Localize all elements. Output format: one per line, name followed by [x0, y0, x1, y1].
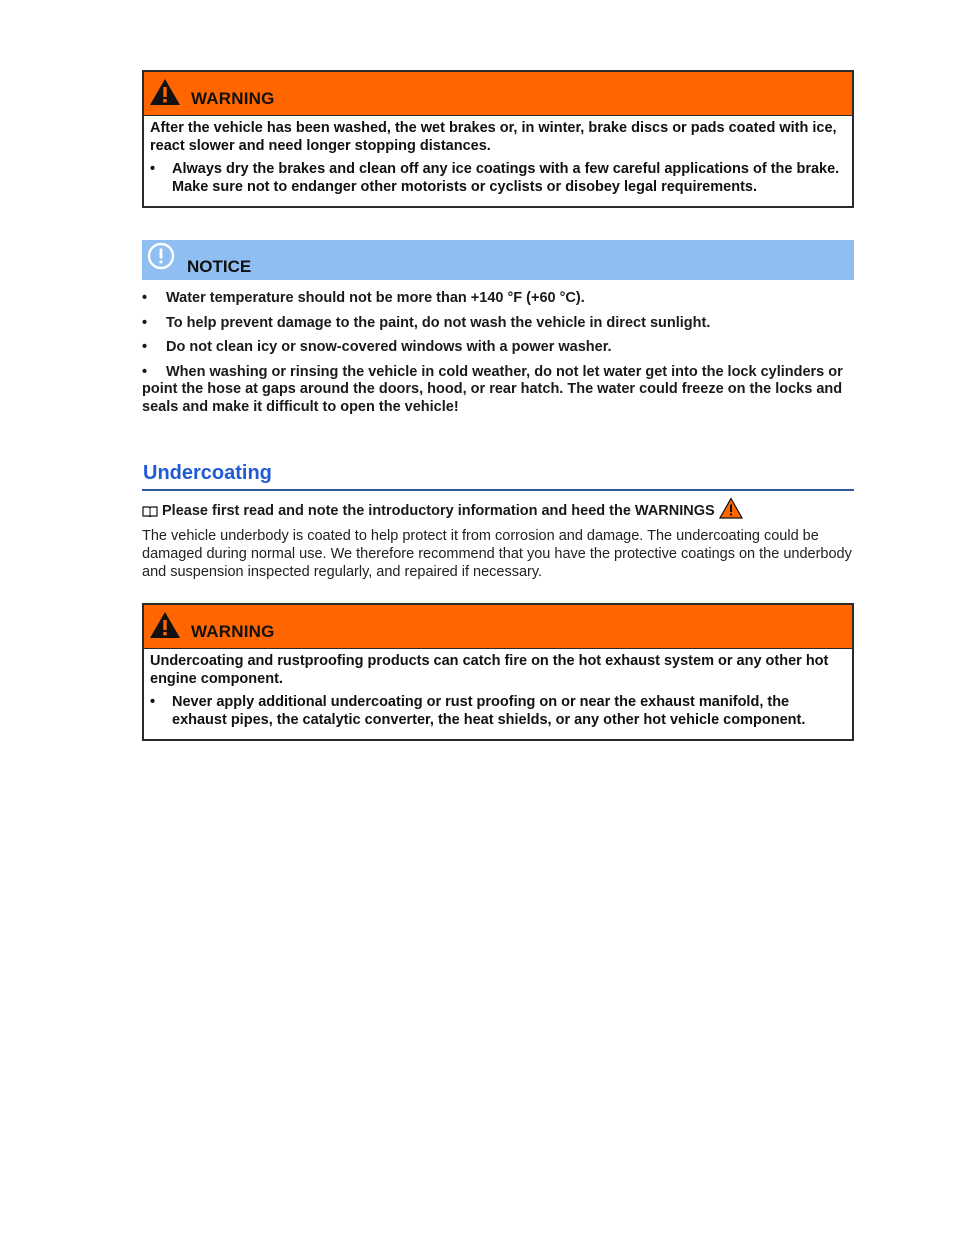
warning-body	[144, 649, 852, 739]
intro-line	[142, 503, 854, 519]
manual-page	[142, 70, 854, 741]
warning-triangle-icon	[149, 78, 181, 106]
warning-text: Undercoating and rustproofing products can catch fire on the hot exhaust system or any other hot engine component.	[150, 653, 829, 687]
bullet-icon: •	[150, 694, 156, 710]
list-item: • When washing or rinsing the vehicle in cold weather, do not let water get into the lock cylinders or point the hose at gaps around the doors, hood, or rear hatch. The water could freeze on the locks and seals and make it difficult to open the vehicle!	[142, 363, 843, 415]
warning-box-undercoating	[142, 603, 854, 741]
notice-title: NOTICE	[187, 257, 252, 276]
warning-bullet	[150, 694, 846, 729]
notice-list	[142, 290, 854, 416]
exclamation-circle-icon	[147, 242, 175, 270]
bullet-icon: •	[150, 161, 156, 177]
bullet-icon: •	[142, 290, 148, 306]
bullet-icon: •	[142, 314, 148, 331]
section-heading: Undercoating	[142, 462, 854, 491]
bullet-icon: •	[142, 339, 148, 355]
warning-text: After the vehicle has been washed, the wet brakes or, in winter, brake discs or pads coated with ice, react slower and need longer stopping distances.	[150, 120, 837, 154]
warning-header	[144, 72, 852, 116]
warning-header	[144, 605, 852, 649]
list-item: • Water temperature should not be more than +140 °F (+60 °C).	[142, 290, 585, 306]
list-item: • Do not clean icy or snow-covered windows with a power washer.	[142, 339, 612, 355]
warning-title: WARNING	[191, 621, 275, 641]
warning-triangle-icon	[719, 497, 743, 519]
notice-header	[142, 240, 854, 280]
list-item: • To help prevent damage to the paint, do not wash the vehicle in direct sunlight.	[142, 314, 711, 331]
intro-text: Please first read and note the introductory information and heed the WARNINGS	[162, 503, 715, 519]
warning-bullet-text: Always dry the brakes and clean off any ice coatings with a few careful applications of the brake. Make sure not to endanger other motorists or cyclists or disobey legal requirements.	[172, 161, 840, 195]
warning-title: WARNING	[191, 88, 275, 108]
warning-box-brakes	[142, 70, 854, 208]
section-paragraph: The vehicle underbody is coated to help protect it from corrosion and damage. The undercoating could be damaged during normal use. We therefore recommend that you have the protective coatings on the underbody and suspension inspected regularly, and repaired if necessary.	[142, 528, 852, 580]
warning-bullet-text: Never apply additional undercoating or rust proofing on or near the exhaust manifold, the exhaust pipes, the catalytic converter, the heat shields, or any other hot vehicle component.	[172, 694, 806, 728]
warning-bullet	[150, 161, 846, 196]
warning-body	[144, 116, 852, 206]
book-icon	[142, 505, 158, 517]
bullet-icon: •	[142, 363, 148, 380]
warning-triangle-icon	[149, 611, 181, 639]
